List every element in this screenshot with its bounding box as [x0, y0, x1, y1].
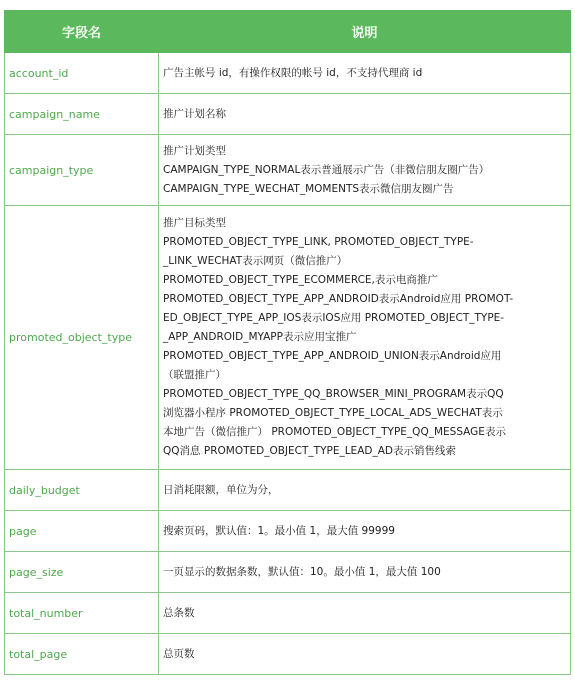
- description-line: ED_OBJECT_TYPE_APP_IOS表示IOS应用 PROMOTED_OBJECT_TYPE-: [163, 312, 505, 324]
- description-line: 本地广告（微信推广） PROMOTED_OBJECT_TYPE_QQ_MESSAGE表示: [163, 426, 506, 438]
- description-line: PROMOTED_OBJECT_TYPE_APP_ANDROID表示Android应用 PROMOT-: [163, 293, 514, 305]
- description-cell: [159, 94, 571, 135]
- table-header: [5, 11, 571, 53]
- description-cell: [159, 206, 571, 470]
- field-description-table-container: [4, 10, 570, 675]
- description-cell: [159, 552, 571, 593]
- description-line: 搜索页码，默认值：1。最小值 1，最大值 99999: [163, 524, 395, 537]
- table-row: [5, 135, 571, 206]
- description-cell: [159, 135, 571, 206]
- field-name-cell: campaign_type: [5, 135, 159, 206]
- description-line: _LINK_WECHAT表示网页（微信推广）: [163, 255, 348, 267]
- header-row: [5, 11, 571, 53]
- table-row: [5, 94, 571, 135]
- description-line: 推广计划类型: [163, 144, 226, 157]
- description-line: 总条数: [163, 606, 195, 619]
- field-name-cell: account_id: [5, 53, 159, 94]
- description-line: （联盟推广）: [163, 369, 226, 381]
- description-line: CAMPAIGN_TYPE_WECHAT_MOMENTS表示微信朋友圈广告: [163, 182, 454, 195]
- field-description-table: [4, 10, 571, 675]
- field-name-cell: total_page: [5, 634, 159, 675]
- table-body: [5, 53, 571, 675]
- description-line: 推广计划名称: [163, 107, 226, 120]
- table-row: [5, 634, 571, 675]
- table-row: [5, 552, 571, 593]
- description-line: 广告主帐号 id，有操作权限的帐号 id，不支持代理商 id: [163, 66, 423, 79]
- description-line: 一页显示的数据条数，默认值：10。最小值 1，最大值 100: [163, 565, 441, 578]
- description-line: PROMOTED_OBJECT_TYPE_ECOMMERCE,表示电商推广: [163, 274, 438, 286]
- description-line: PROMOTED_OBJECT_TYPE_LINK, PROMOTED_OBJECT_TYPE-: [163, 236, 474, 248]
- header-field-name: 字段名: [5, 11, 159, 53]
- header-description: 说明: [159, 11, 571, 53]
- table-row: [5, 53, 571, 94]
- description-line: 日消耗限额，单位为分，: [163, 483, 279, 496]
- description-line: _APP_ANDROID_MYAPP表示应用宝推广: [163, 331, 357, 343]
- description-line: 浏览器小程序 PROMOTED_OBJECT_TYPE_LOCAL_ADS_WECHAT表示: [163, 407, 503, 419]
- description-line: 推广目标类型: [163, 217, 226, 229]
- description-line: 总页数: [163, 647, 195, 660]
- table-row: [5, 470, 571, 511]
- table-row: [5, 511, 571, 552]
- description-cell: [159, 511, 571, 552]
- field-name-cell: campaign_name: [5, 94, 159, 135]
- table-row: [5, 206, 571, 470]
- description-cell: [159, 593, 571, 634]
- field-name-cell: total_number: [5, 593, 159, 634]
- table-row: [5, 593, 571, 634]
- description-line: QQ消息 PROMOTED_OBJECT_TYPE_LEAD_AD表示销售线索: [163, 445, 456, 457]
- description-cell: [159, 53, 571, 94]
- field-name-cell: page: [5, 511, 159, 552]
- field-name-cell: daily_budget: [5, 470, 159, 511]
- description-line: PROMOTED_OBJECT_TYPE_APP_ANDROID_UNION表示Android应用: [163, 350, 502, 362]
- description-line: PROMOTED_OBJECT_TYPE_QQ_BROWSER_MINI_PROGRAM表示QQ: [163, 388, 504, 400]
- description-cell: [159, 634, 571, 675]
- description-cell: [159, 470, 571, 511]
- description-line: CAMPAIGN_TYPE_NORMAL表示普通展示广告（非微信朋友圈广告）: [163, 163, 490, 176]
- field-name-cell: promoted_object_type: [5, 206, 159, 470]
- field-name-cell: page_size: [5, 552, 159, 593]
